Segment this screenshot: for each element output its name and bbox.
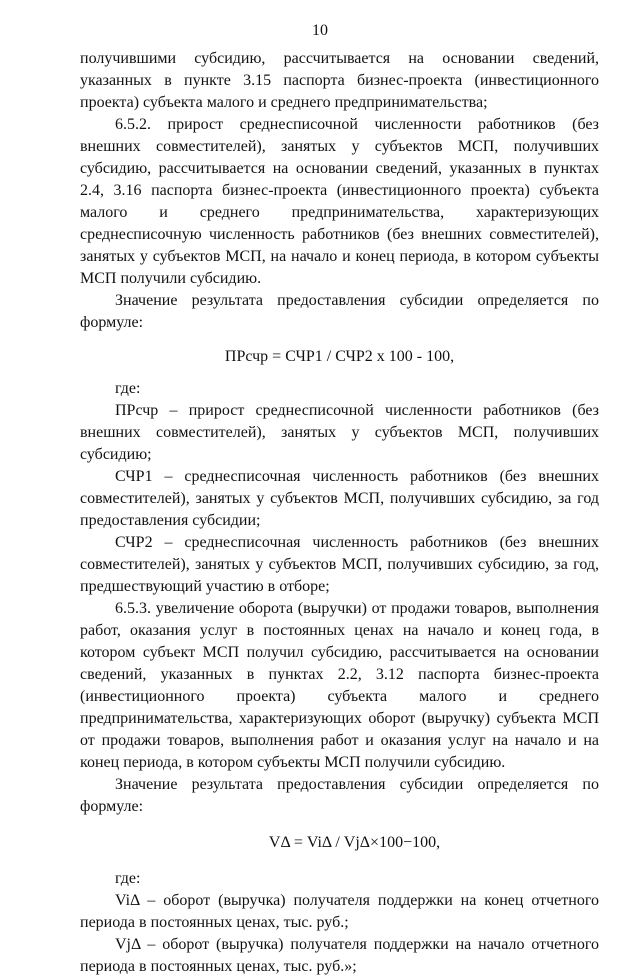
document-body [80,48,599,978]
formula-v-delta: VΔ = ViΔ / VjΔ×100−100, [268,834,441,851]
formula-intro-1: Значение результата предоставления субсидии определяется по формуле: [80,292,599,331]
page-number: 10 [312,22,328,39]
formula-intro-2: Значение результата предоставления субсидии определяется по формуле: [80,776,599,815]
formula-prschr: ПРсчр = СЧР1 / СЧР2 х 100 - 100, [224,348,455,365]
paragraph-continuation: получившими субсидию, рассчитывается на основании сведений, указанных в пункте 3.15 паспорта бизнес-проекта (инвестиционного проекта) субъекта малого и среднего предпринимательства; [80,50,599,111]
definition-schr2: СЧР2 – среднесписочная численность работников (без внешних совместителей), занятых у субъектов МСП, получивших субсидию, за год, предшествующий участию в отборе; [80,534,599,595]
where-label-2: где: [115,870,141,887]
paragraph-6-5-3: 6.5.3. увеличение оборота (выручки) от продажи товаров, выполнения работ, оказания услуг в постоянных ценах на начало и конец года, в котором субъект МСП получил субсидию, рассчитывается на основании сведений, указанных в пунктах 2.2, 3.12 паспорта бизнес-проекта (инвестиционного проекта) субъекта малого и среднего предпринимательства, характеризующих оборот (выручку) субъекта МСП от продажи товаров, выполнения работ и оказания услуг на начало и на конец периода, в котором субъекты МСП получили субсидию. [80,600,599,771]
definition-schr1: СЧР1 – среднесписочная численность работников (без внешних совместителей), занятых у субъектов МСП, получивших субсидию, за год предоставления субсидии; [80,468,599,529]
definition-prschr: ПРсчр – прирост среднесписочной численности работников (без внешних совместителей), занятых у субъектов МСП, получивших субсидию; [80,402,599,463]
where-label-1: где: [115,380,141,397]
definition-vi-delta: ViΔ – оборот (выручка) получателя поддержки на конец отчетного периода в постоянных ценах, тыс. руб.; [80,892,599,931]
paragraph-6-5-2: 6.5.2. прирост среднесписочной численности работников (без внешних совместителей), занятых у субъектов МСП, получивших субсидию, рассчитывается на основании сведений, указанных в пунктах 2.4, 3.16 паспорта бизнес-проекта (инвестиционного проекта) субъекта малого и среднего предпринимательства, характеризующих среднесписочную численность работников (без внешних совместителей), занятых у субъектов МСП, на начало и конец периода, в котором субъекты МСП получили субсидию. [80,116,599,287]
definition-vj-delta: VjΔ – оборот (выручка) получателя поддержки на начало отчетного периода в постоянных ценах, тыс. руб.»; [80,936,599,975]
